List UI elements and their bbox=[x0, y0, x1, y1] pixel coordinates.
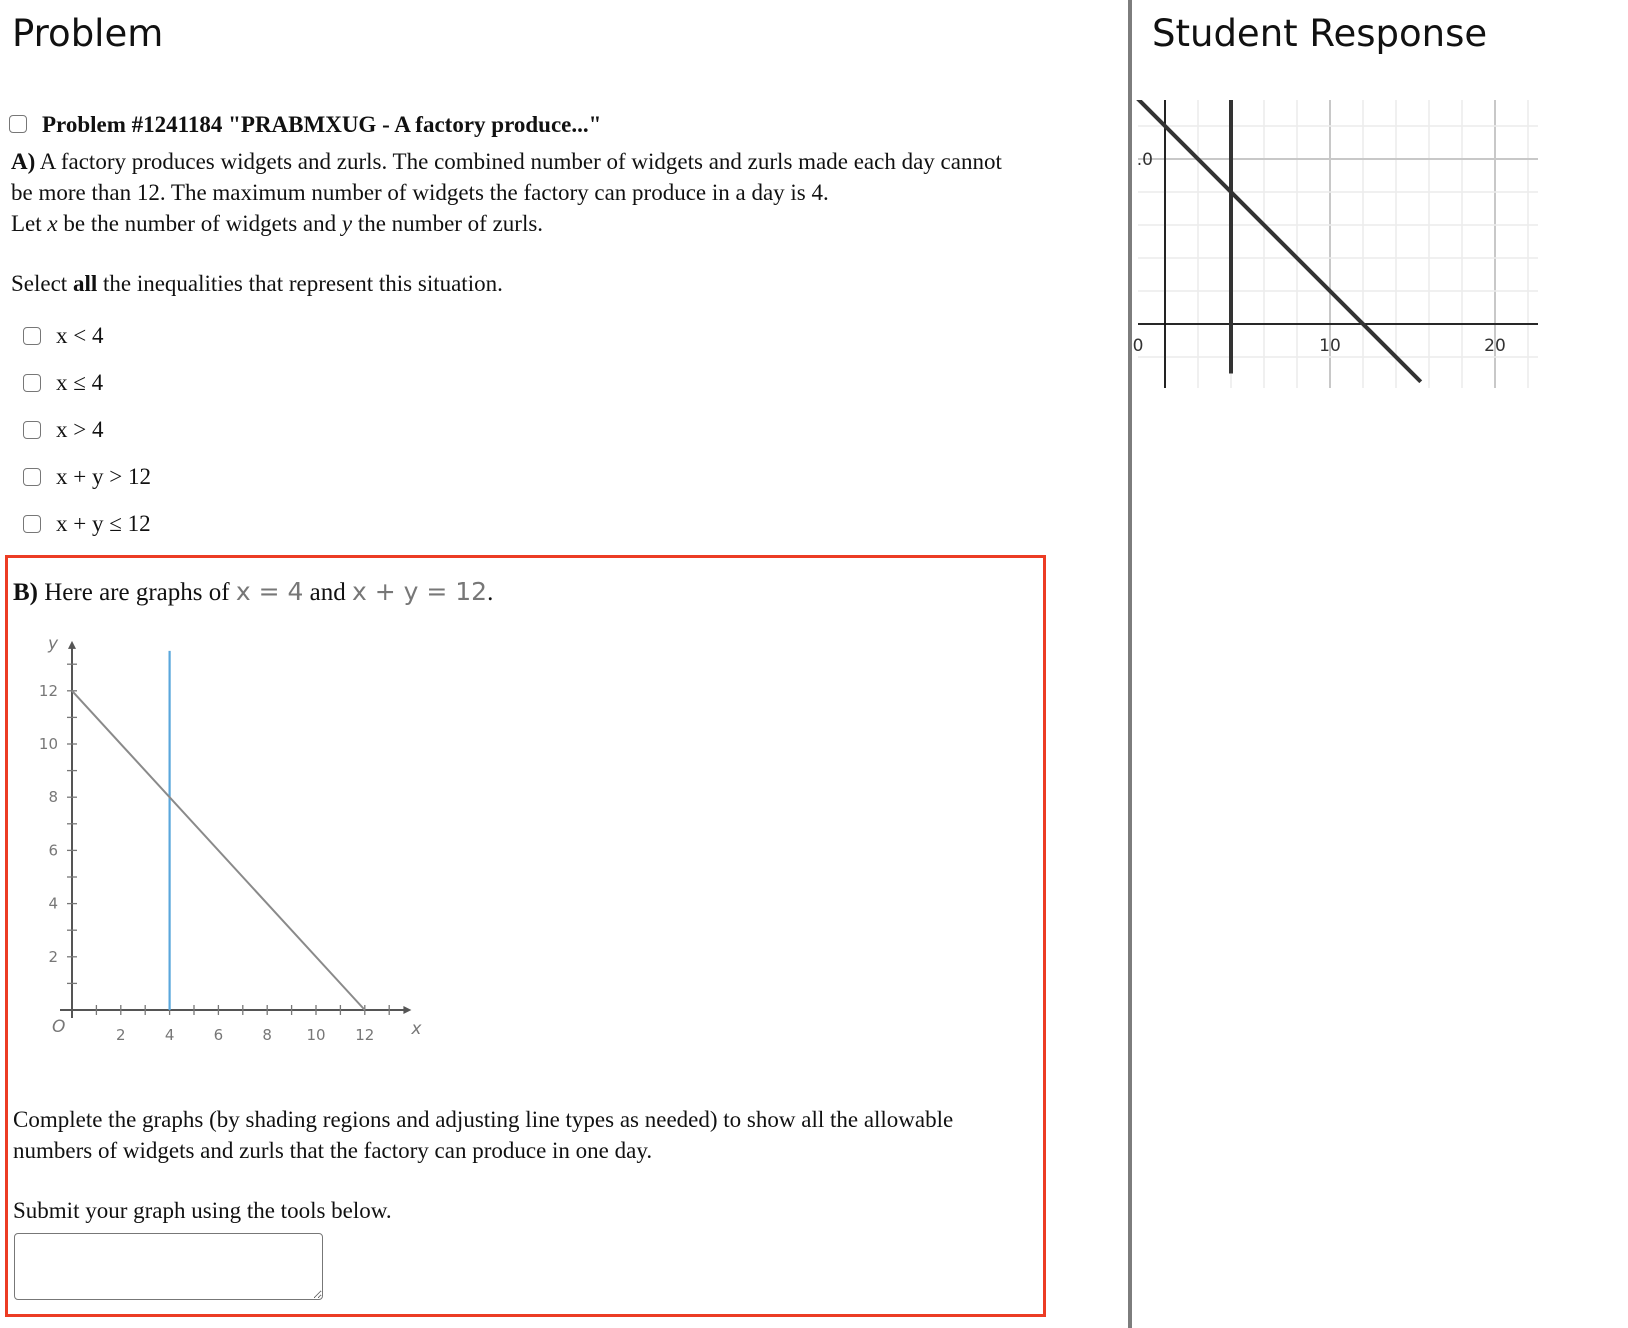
part-a-text bbox=[11, 146, 1111, 239]
part-a-line1: A factory produces widgets and zurls. The combined number of widgets and zurls made each day cannot bbox=[35, 149, 1002, 174]
part-b-post: . bbox=[487, 579, 494, 606]
student-line-x-plus-y-equals-12 bbox=[1130, 95, 1421, 382]
select-pre: Select bbox=[11, 271, 73, 296]
inequality-choices bbox=[23, 312, 151, 547]
choice-checkbox[interactable] bbox=[23, 374, 41, 392]
x-axis-arrow bbox=[403, 1006, 411, 1014]
x-tick-label: 0 bbox=[1132, 336, 1144, 356]
part-b-label: B) bbox=[13, 579, 38, 606]
series-line-x-plus-y-equals-12 bbox=[72, 691, 365, 1010]
x-tick-label: 4 bbox=[164, 1026, 175, 1044]
problem-select-checkbox[interactable] bbox=[9, 115, 27, 133]
choice-option[interactable] bbox=[23, 406, 151, 453]
submit-instruction: Submit your graph using the tools below. bbox=[13, 1198, 392, 1223]
y-tick-label: 10 bbox=[38, 735, 58, 753]
y-tick-label: .0 bbox=[1136, 150, 1153, 170]
x-tick-label: 10 bbox=[306, 1026, 326, 1044]
choice-label: x + y > 12 bbox=[56, 463, 151, 489]
problem-panel-title: Problem bbox=[12, 12, 164, 55]
problem-header bbox=[9, 112, 601, 138]
var-x: x bbox=[47, 211, 58, 236]
choice-label: x + y ≤ 12 bbox=[56, 510, 151, 536]
choice-checkbox[interactable] bbox=[23, 515, 41, 533]
select-all-instruction bbox=[11, 268, 1111, 299]
y-tick-label: 8 bbox=[48, 788, 58, 807]
choice-checkbox[interactable] bbox=[23, 421, 41, 439]
choice-label: x < 4 bbox=[56, 322, 104, 348]
select-post: the inequalities that represent this situation. bbox=[97, 271, 503, 296]
choice-option[interactable] bbox=[23, 453, 151, 500]
x-tick-label: 8 bbox=[262, 1026, 272, 1044]
line3-post: the number of zurls. bbox=[352, 211, 544, 236]
equation-x-4: x = 4 bbox=[235, 577, 304, 606]
y-axis-arrow bbox=[68, 641, 76, 649]
student-response-graph bbox=[1130, 95, 1550, 395]
problem-graph bbox=[8, 558, 428, 1078]
choice-checkbox[interactable] bbox=[23, 327, 41, 345]
line3-pre: Let bbox=[11, 211, 48, 236]
choice-option[interactable] bbox=[23, 359, 151, 406]
part-a-label: A) bbox=[11, 149, 36, 174]
equation-x-plus-y-12: x + y = 12 bbox=[351, 577, 488, 606]
part-a-line2: be more than 12. The maximum number of widgets the factory can produce in a day is 4. bbox=[11, 180, 829, 205]
x-tick-label: 20 bbox=[1484, 336, 1506, 356]
complete-graph-instruction: Complete the graphs (by shading regions and adjusting line types as needed) to show all the allowable numbers of widgets and zurls that the factory can produce in one day. bbox=[13, 1107, 954, 1163]
x-tick-label: 6 bbox=[213, 1026, 224, 1044]
part-b-highlight-box bbox=[5, 555, 1046, 1317]
x-axis-label: x bbox=[411, 1019, 422, 1039]
choice-label: x > 4 bbox=[56, 416, 104, 442]
problem-header-text: Problem #1241184 "PRABMXUG - A factory produce..." bbox=[42, 112, 602, 137]
line3-mid: be the number of widgets and bbox=[57, 211, 342, 236]
y-axis-label: y bbox=[48, 633, 59, 654]
y-tick-label: 12 bbox=[38, 681, 58, 700]
choice-checkbox[interactable] bbox=[23, 468, 41, 486]
var-y: y bbox=[341, 211, 353, 236]
x-tick-label: 12 bbox=[355, 1026, 375, 1044]
origin-label: O bbox=[52, 1017, 66, 1037]
choice-option[interactable] bbox=[23, 312, 151, 359]
x-tick-label: 2 bbox=[116, 1026, 126, 1044]
part-b-pre: Here are graphs of bbox=[38, 579, 236, 606]
x-tick-label: 10 bbox=[1319, 336, 1341, 356]
part-a-line3 bbox=[11, 208, 1111, 239]
answer-textarea[interactable] bbox=[14, 1233, 323, 1300]
student-response-title: Student Response bbox=[1152, 12, 1488, 55]
choice-option[interactable] bbox=[23, 500, 151, 547]
select-bold: all bbox=[72, 271, 98, 296]
part-b-mid: and bbox=[303, 579, 352, 606]
y-tick-label: 4 bbox=[48, 894, 58, 913]
y-tick-label: 2 bbox=[48, 947, 58, 966]
y-tick-label: 6 bbox=[48, 841, 58, 860]
choice-label: x ≤ 4 bbox=[56, 369, 104, 395]
